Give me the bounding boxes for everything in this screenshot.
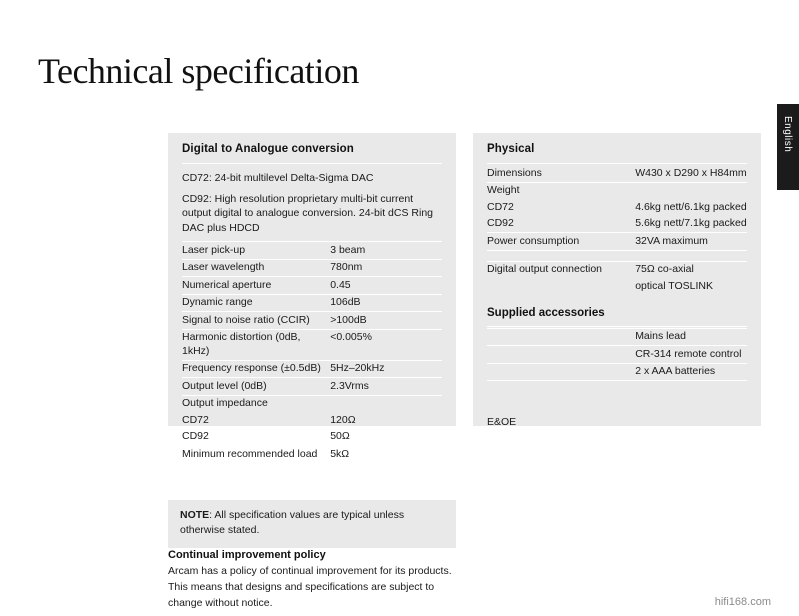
policy-text: Arcam has a policy of continual improvement for its products. This means that designs and specifications are subject to change without notice. (168, 565, 452, 609)
spec-value: 3 beam (330, 242, 442, 260)
note-text: : All specification values are typical unless otherwise stated. (180, 509, 405, 536)
spec-value: 0.45 (330, 277, 442, 295)
accessory-label (487, 363, 635, 381)
spec-label: Harmonic distortion (0dB, 1kHz) (182, 329, 330, 360)
spec-value: 5kΩ (330, 446, 442, 463)
policy-heading: Continual improvement policy (168, 549, 326, 561)
spec-label: Dimensions (487, 166, 542, 179)
accessory-label (487, 328, 635, 346)
language-tab-label: English (782, 116, 793, 153)
physical-spec-table (487, 165, 747, 295)
spec-label: Laser wavelength (182, 259, 330, 277)
divider (182, 163, 442, 165)
accessory-value: Mains lead (635, 328, 747, 346)
left-spec-table (182, 241, 442, 463)
spec-value (635, 182, 747, 199)
table-spacer (487, 250, 747, 261)
language-tab-english (777, 104, 799, 190)
left-panel-paragraph-1: CD72: 24-bit multilevel Delta-Sigma DAC (182, 172, 374, 184)
spec-label: Power consumption (487, 233, 635, 251)
spec-value: optical TOSLINK (635, 279, 714, 292)
table-row (487, 233, 747, 251)
table-row (182, 294, 442, 312)
watermark: hifi168.com (714, 596, 771, 608)
spec-label: CD92 (487, 217, 514, 229)
table-row (182, 446, 442, 463)
table-row (487, 381, 747, 398)
accessory-label (487, 346, 635, 364)
spec-value: 2.3Vrms (330, 378, 442, 396)
table-row (182, 277, 442, 295)
left-panel-paragraph-2: CD92: High resolution proprietary multi-bit current output digital to analogue conversion. 24-bit dCS Ring DAC plus HDCD (182, 192, 433, 234)
spec-label: CD72 (182, 413, 209, 426)
spec-label: Frequency response (±0.5dB) (182, 360, 330, 378)
table-row (487, 261, 747, 278)
table-row (487, 165, 747, 182)
accessory-value: CR-314 remote control (635, 346, 747, 364)
panel-physical (473, 133, 761, 426)
spec-value: >100dB (330, 312, 442, 330)
spec-value: W430 x D290 x H84mm (635, 166, 747, 179)
table-row (182, 259, 442, 277)
spec-label: CD92 (182, 430, 209, 442)
supplied-accessories-heading: Supplied accessories (487, 306, 605, 319)
note-label: NOTE (180, 509, 210, 521)
table-row (182, 429, 442, 446)
table-row (487, 182, 747, 199)
spec-label: Weight (487, 182, 635, 199)
table-row (487, 328, 747, 346)
spec-label: Output impedance (182, 395, 330, 412)
spec-value: 5.6kg nett/7.1kg packed (635, 217, 747, 229)
spec-value (330, 395, 442, 412)
eoe-footnote: E&OE (487, 415, 517, 428)
accessory-value: 2 x AAA batteries (635, 363, 747, 381)
table-row (182, 329, 442, 360)
spec-label (487, 381, 635, 398)
table-row (182, 312, 442, 330)
spec-label: Minimum recommended load (182, 446, 330, 463)
table-row (487, 199, 747, 216)
table-row (487, 346, 747, 364)
panel-digital-to-analogue-conversion (168, 133, 456, 460)
table-row (487, 363, 747, 381)
spec-label: Numerical aperture (182, 277, 330, 295)
spec-value: 75Ω co-axial (635, 261, 747, 278)
table-row (182, 378, 442, 396)
spec-value: 4.6kg nett/6.1kg packed (635, 200, 747, 213)
table-row (487, 278, 747, 295)
spec-value: 120Ω (330, 413, 356, 426)
spec-label: Digital output connection (487, 261, 635, 278)
page-title: Technical specification (38, 51, 359, 91)
spec-value: 50Ω (330, 430, 350, 442)
spec-label: Output level (0dB) (182, 378, 330, 396)
spec-label: Dynamic range (182, 294, 330, 312)
spec-value (635, 381, 747, 398)
right-panel-heading: Physical (487, 143, 535, 155)
spec-value: <0.005% (330, 329, 442, 360)
spec-value: 780nm (330, 259, 442, 277)
spec-label (487, 278, 635, 295)
table-row (182, 395, 442, 412)
spec-value: 5Hz–20kHz (330, 360, 442, 378)
continual-improvement-policy (168, 549, 468, 611)
table-row (182, 412, 442, 429)
table-row (182, 360, 442, 378)
spec-value: 106dB (330, 294, 442, 312)
accessories-table (487, 328, 747, 398)
spec-label: Laser pick-up (182, 242, 330, 260)
spec-value: 32VA maximum (635, 233, 747, 251)
note-box (168, 500, 456, 548)
table-row (182, 242, 442, 260)
table-row (487, 216, 747, 233)
spec-label: CD72 (487, 200, 514, 213)
spec-label: Signal to noise ratio (CCIR) (182, 312, 330, 330)
left-panel-heading: Digital to Analogue conversion (182, 143, 354, 155)
